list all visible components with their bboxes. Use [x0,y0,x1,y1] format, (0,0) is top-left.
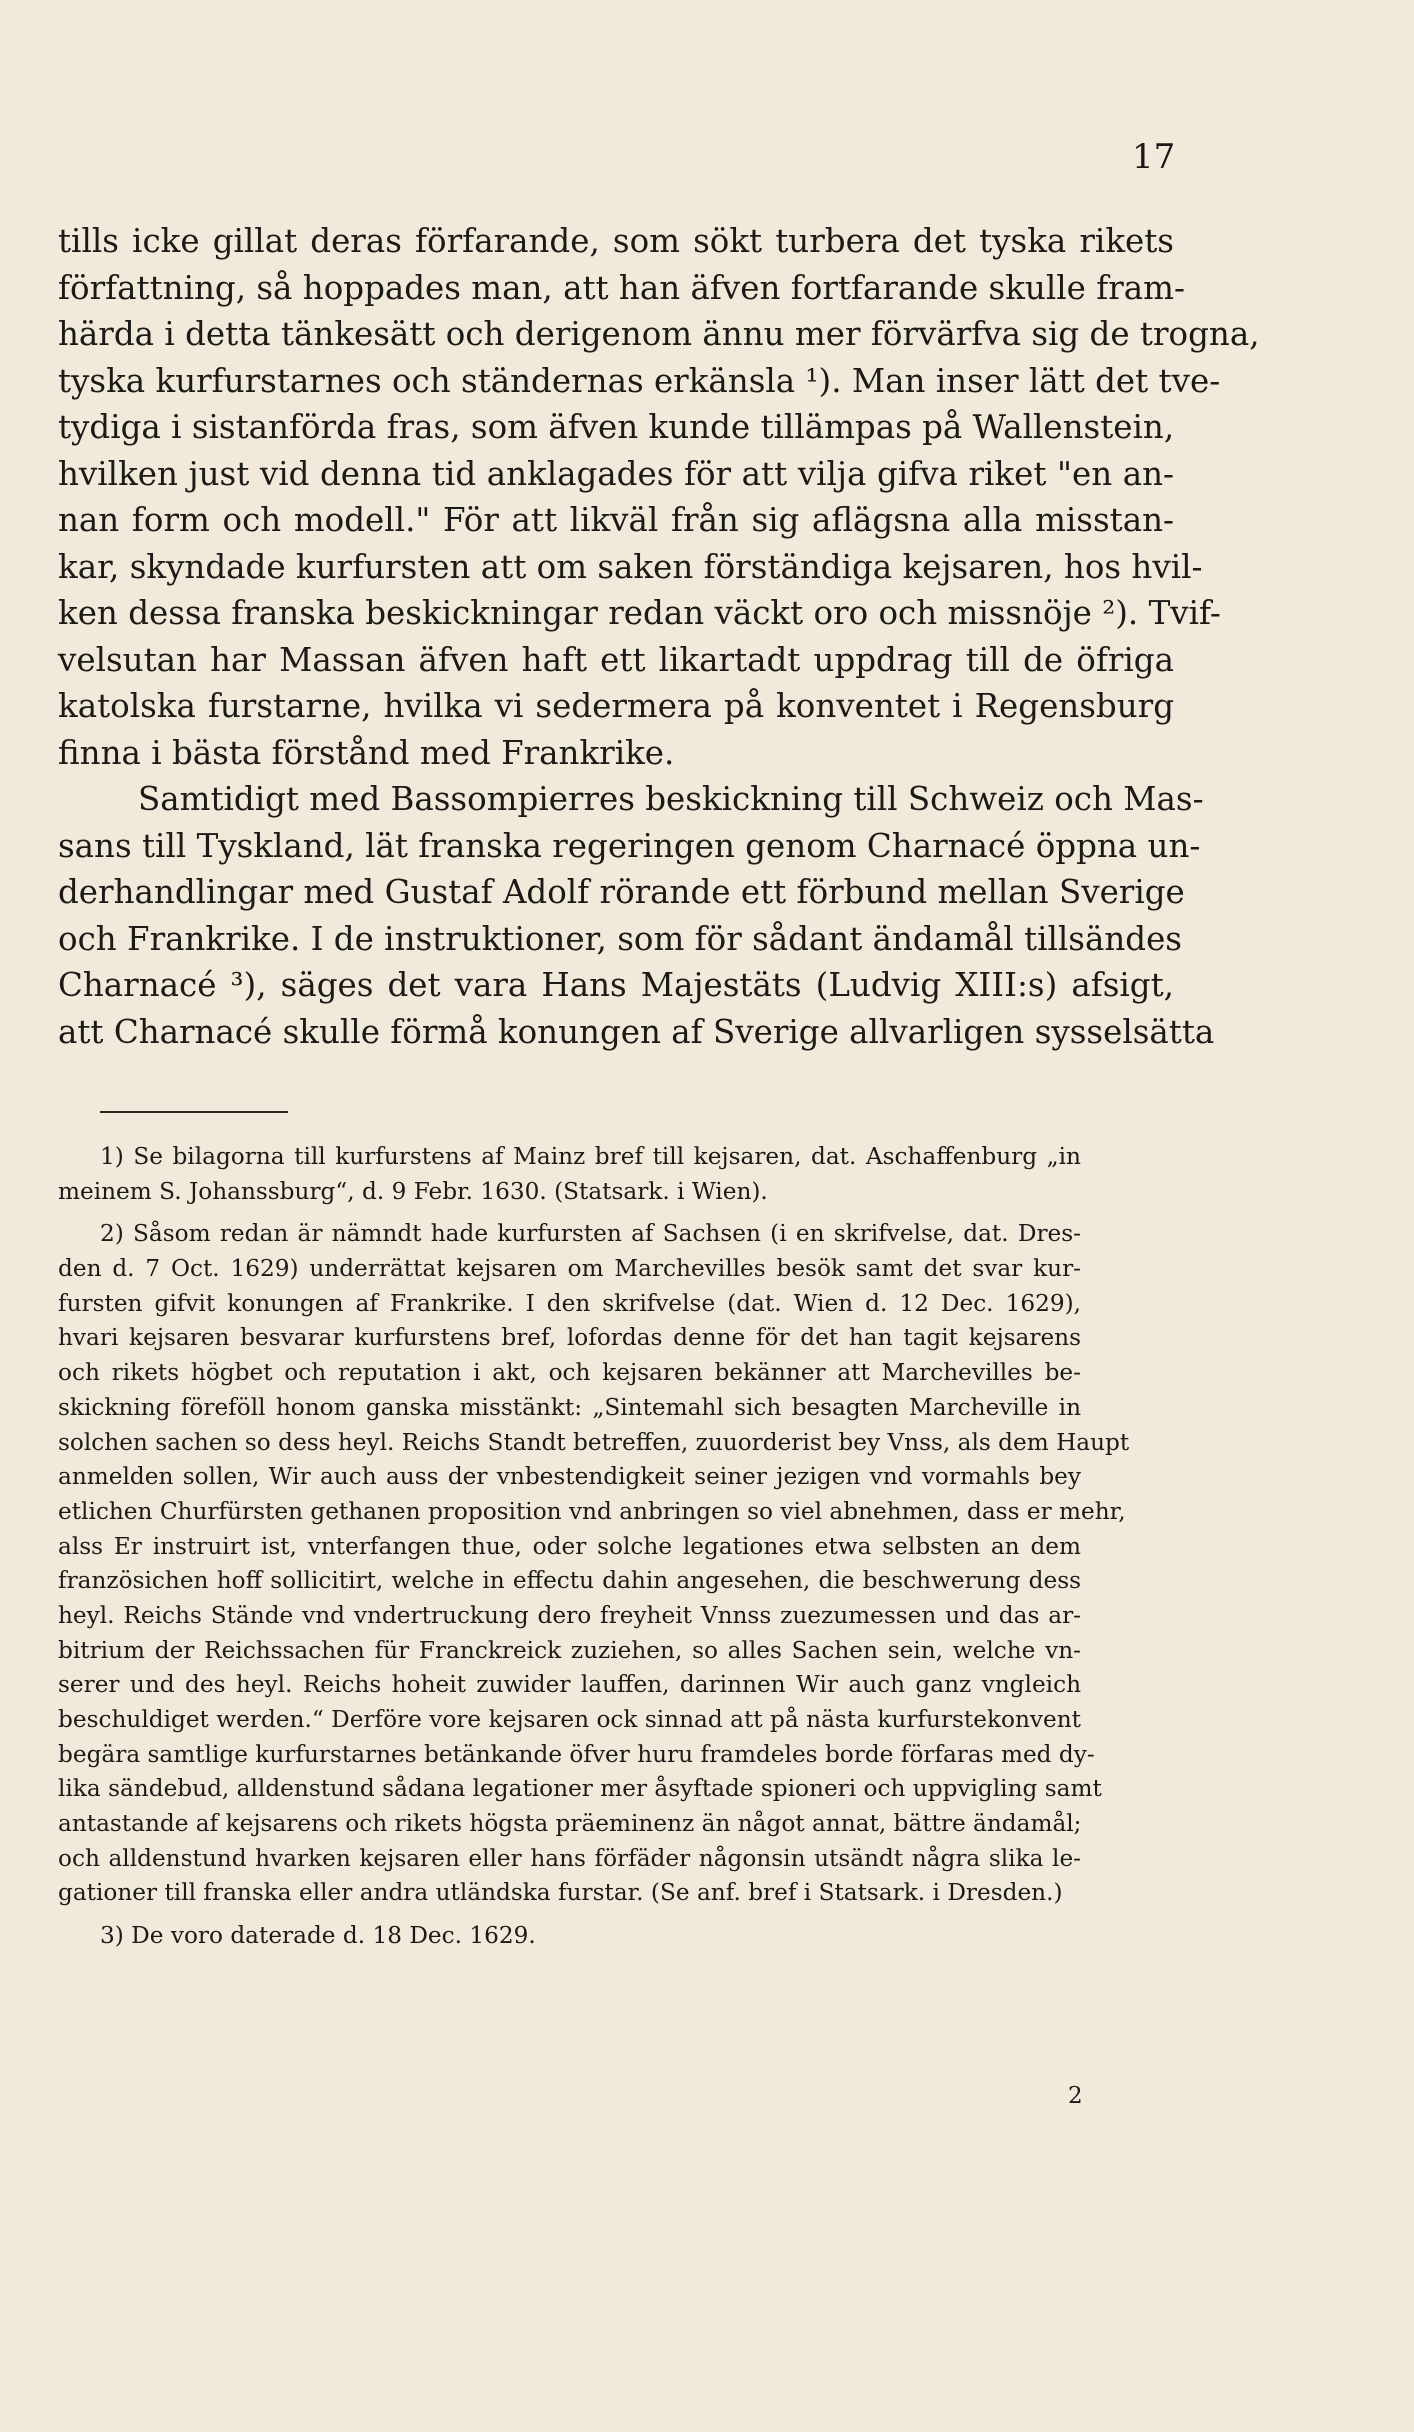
text-line: att Charnacé skulle förmå konungen af Sverige allvarligen sysselsätta [58,1012,1215,1051]
footnote-line: begära samtlige kurfurstarnes betänkande öfver huru framdeles borde förfaras med dy- [58,1740,1095,1768]
text-line: tyska kurfurstarnes och ständernas erkänsla ¹). Man inser lätt det tve- [58,361,1221,400]
text-line: velsutan har Massan äfven haft ett likartadt uppdrag till de öfriga [58,640,1174,679]
text-line: tydiga i sistanförda fras, som äfven kunde tillämpas på Wallenstein, [58,408,1175,446]
text-line: katolska furstarne, hvilka vi sedermera på konventet i Regensburg [58,687,1174,725]
text-line: nan form och modell." För att likväl från sig aflägsna alla misstan- [58,501,1174,539]
footnote-line: den d. 7 Oct. 1629) underrättat kejsaren om Marchevilles besök samt det svar kur- [58,1255,1081,1283]
footnote-line: solchen sachen so dess heyl. Reichs Standt betreffen, zuuorderist bey Vnss, als dem Haupt [58,1428,1130,1456]
text-line: kar, skyndade kurfursten att om saken förständiga kejsaren, hos hvil- [58,547,1203,586]
footnote-line: 1) Se bilagorna till kurfurstens af Mainz bref till kejsaren, dat. Aschaffenburg „in [100,1143,1081,1170]
footnote-line: och alldenstund hvarken kejsaren eller hans förfäder någonsin utsändt några slika le- [58,1844,1081,1872]
text-line: derhandlingar med Gustaf Adolf rörande ett förbund mellan Sverige [58,873,1185,911]
text-line: Samtidigt med Bassompierres beskickning till Schweiz och Mas- [138,780,1204,818]
footnote-line: etlichen Churfürsten gethanen proposition vnd anbringen so viel abnehmen, dass er mehr, [58,1497,1126,1525]
signature-mark: 2 [1068,2083,1083,2109]
footnote-line: meinem S. Johanssburg“, d. 9 Febr. 1630. (Statsark. i Wien). [58,1177,768,1205]
footnote-3 [58,1919,1081,1954]
text-line: och Frankrike. I de instruktioner, som för sådant ändamål tillsändes [58,919,1182,958]
footnote-line: bitrium der Reichssachen für Franckreick zuziehen, so alles Sachen sein, welche vn- [58,1636,1081,1664]
footnote-line: hvari kejsaren besvarar kurfurstens bref, lofordas denne för det han tagit kejsarens [58,1324,1081,1352]
text-line: finna i bästa förstånd med Frankrike. [58,733,675,772]
footnotes [58,1140,1130,1954]
footnote-line: französichen hoff sollicitirt, welche in effectu dahin angesehen, die beschwerung dess [58,1567,1081,1595]
footnote-line: och rikets högbet och reputation i akt, och kejsaren bekänner att Marchevilles be- [58,1359,1081,1387]
text-line: tills icke gillat deras förfarande, som sökt turbera det tyska rikets [58,222,1174,260]
footnote-separator [100,1111,288,1113]
footnote-line: alss Er instruirt ist, vnterfangen thue, oder solche legationes etwa selbsten an dem [58,1532,1081,1560]
text-line: härda i detta tänkesätt och derigenom ännu mer förvärfva sig de trogna, [58,315,1260,353]
footnote-2 [58,1217,1130,1911]
page-number: 17 [1132,137,1176,177]
footnote-line: heyl. Reichs Stände vnd vndertruckung dero freyheit Vnnss zuezumessen und das ar- [58,1601,1081,1629]
text-line: författning, så hoppades man, att han äfven fortfarande skulle fram- [58,268,1185,307]
footnote-1 [58,1140,1081,1209]
footnote-line: skickning föreföll honom ganska misstänkt: „Sintemahl sich besagten Marcheville in [58,1393,1081,1421]
main-text [58,218,1260,1055]
text-line: sans till Tyskland, lät franska regeringen genom Charnacé öppna un- [58,826,1201,865]
footnote-line: fursten gifvit konungen af Frankrike. I den skrifvelse (dat. Wien d. 12 Dec. 1629), [58,1289,1081,1317]
footnote-line: anmelden sollen, Wir auch auss der vnbestendigkeit seiner jezigen vnd vormahls bey [58,1463,1081,1491]
text-line: Charnacé ³), säges det vara Hans Majestäts (Ludvig XIII:s) afsigt, [58,966,1174,1004]
footnote-line: lika sändebud, alldenstund sådana legationer mer åsyftade spioneri och uppvigling samt [58,1775,1102,1803]
footnote-line: 3) De voro daterade d. 18 Dec. 1629. [100,1922,536,1950]
text-line: ken dessa franska beskickningar redan väckt oro och missnöje ²). Tvif- [58,594,1221,632]
text-line: hvilken just vid denna tid anklagades för att vilja gifva riket "en an- [58,454,1174,493]
footnote-line: antastande af kejsarens och rikets högsta präeminenz än något annat, bättre ändamål; [58,1810,1082,1838]
footnote-line: gationer till franska eller andra utländska furstar. (Se anf. bref i Statsark. i Dresden.) [58,1879,1063,1907]
footnote-line: 2) Såsom redan är nämndt hade kurfursten af Sachsen (i en skrifvelse, dat. Dres- [100,1220,1081,1248]
footnote-line: beschuldiget werden.“ Derföre vore kejsaren ock sinnad att på nästa kurfurstekonvent [58,1706,1081,1733]
footnote-line: serer und des heyl. Reichs hoheit zuwider lauffen, darinnen Wir auch ganz vngleich [58,1671,1081,1699]
